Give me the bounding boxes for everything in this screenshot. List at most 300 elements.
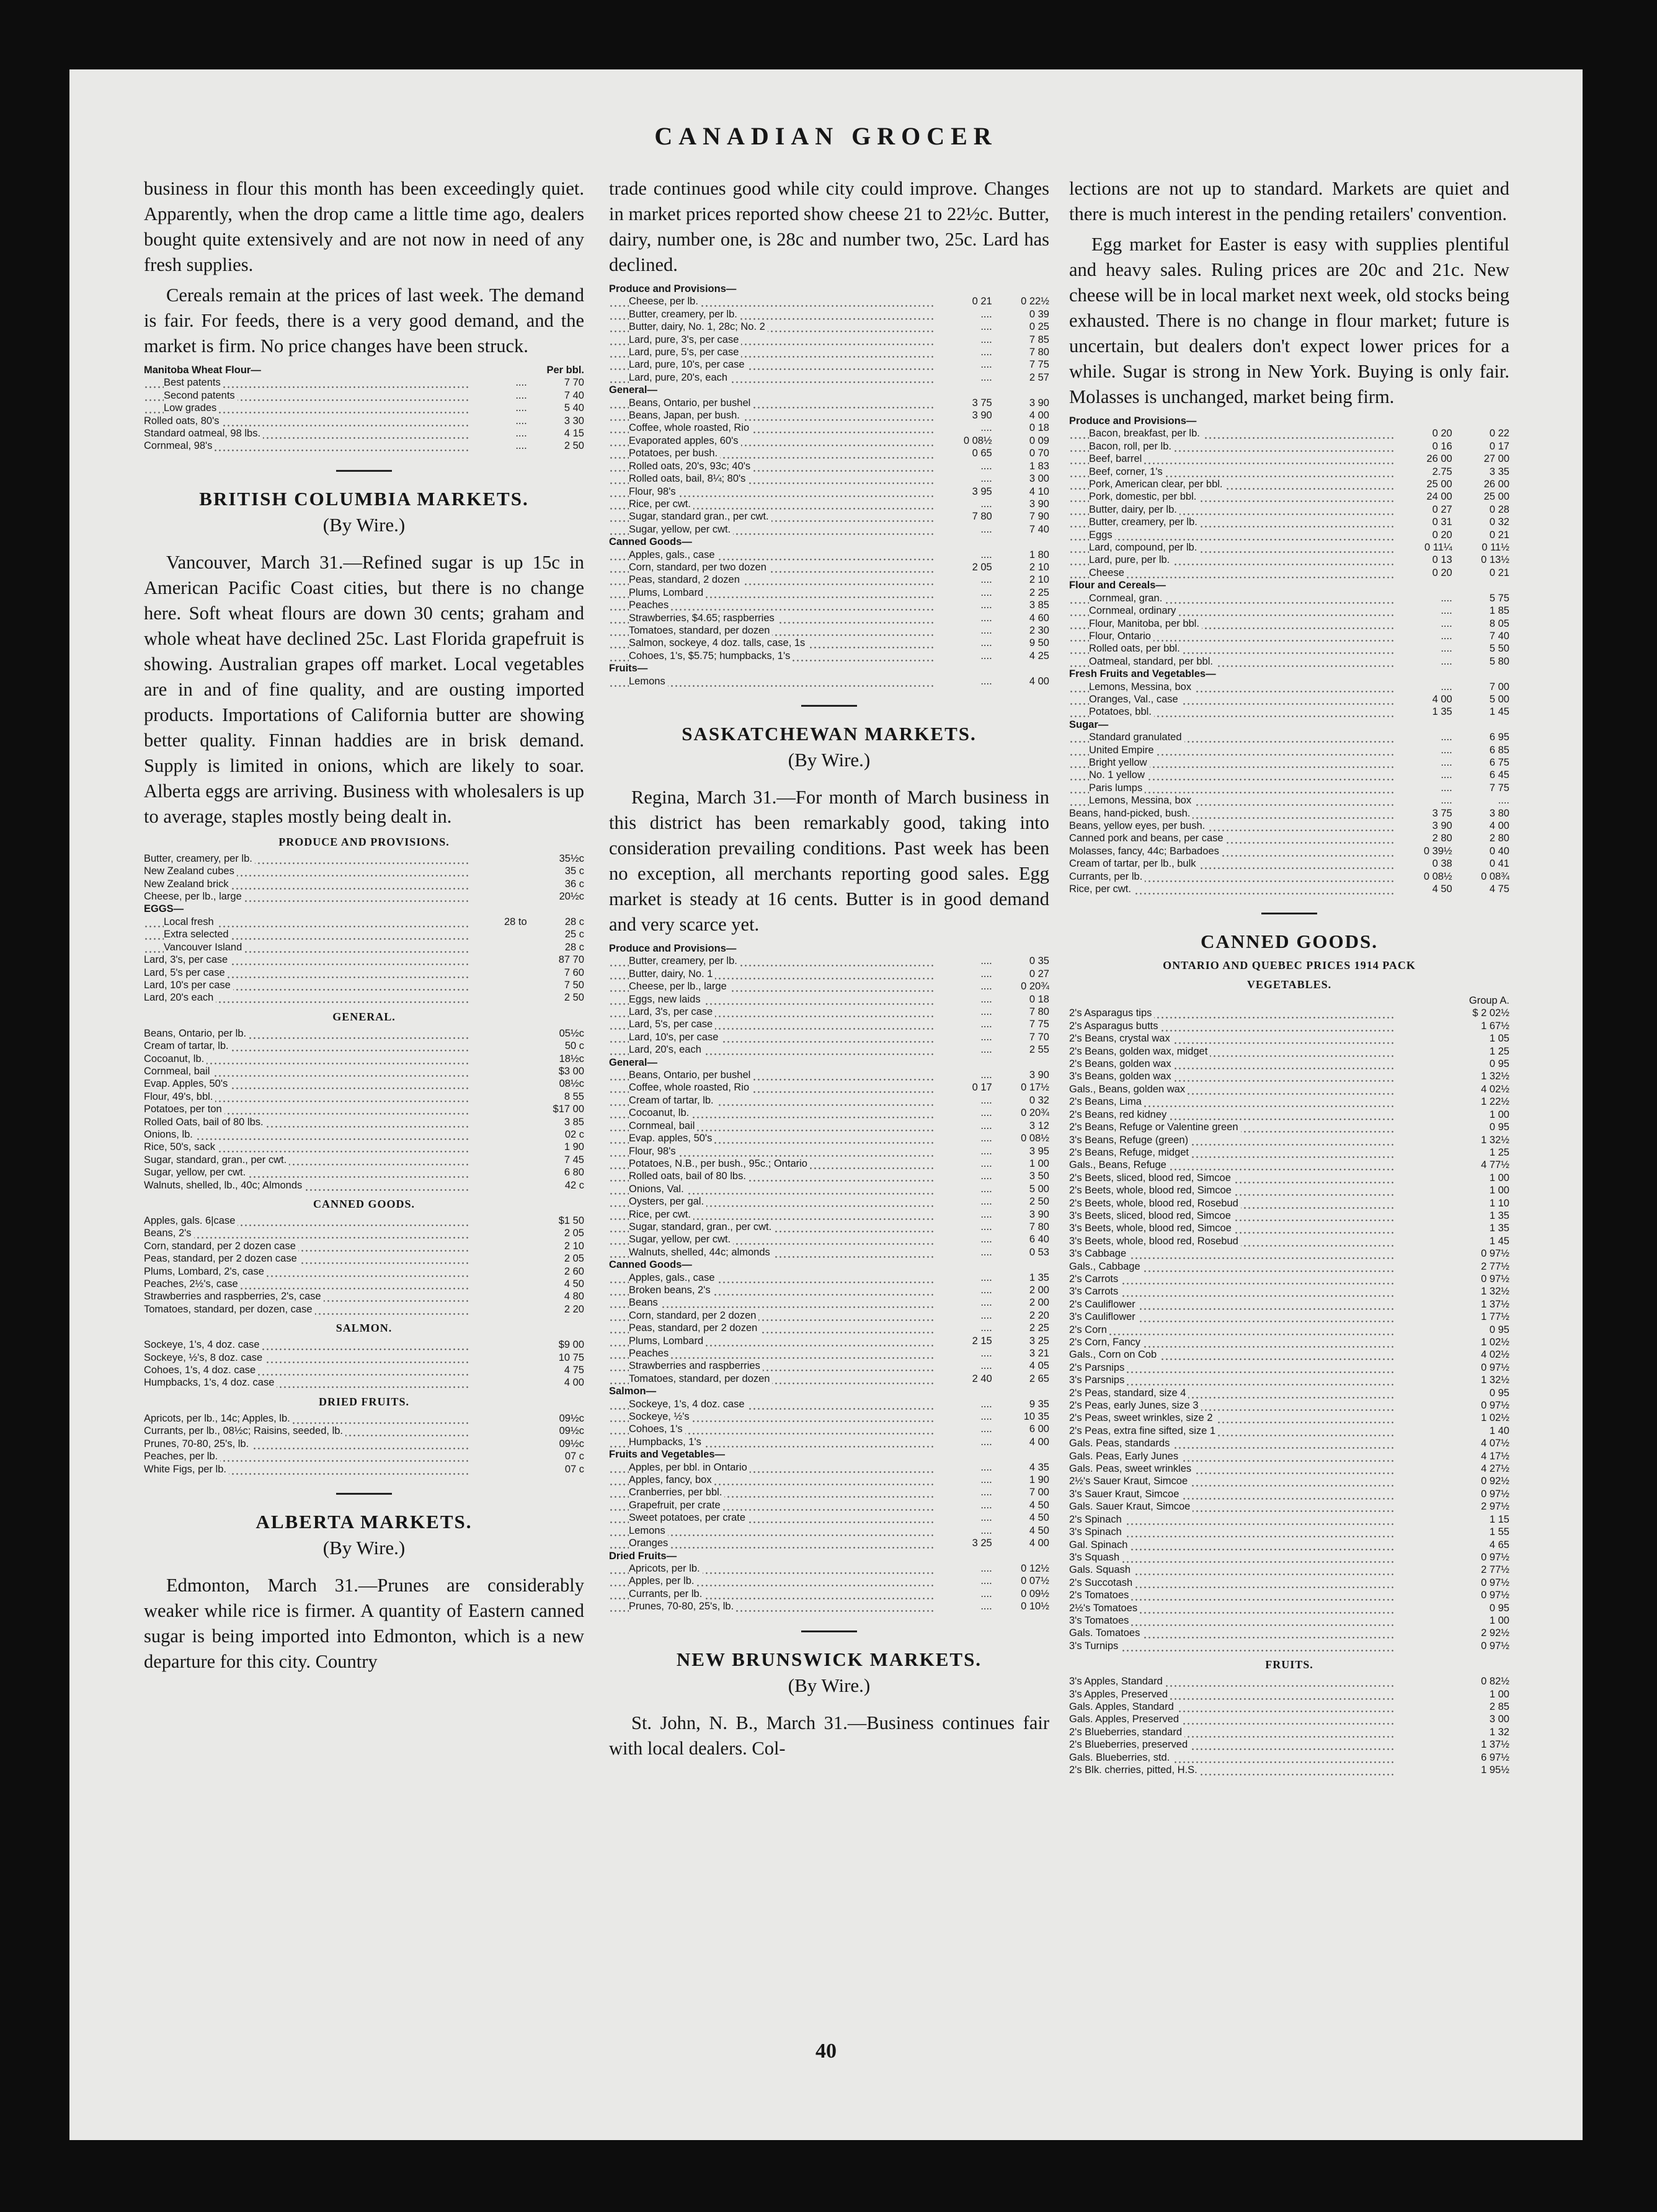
item-name: Local fresh: [164, 916, 216, 927]
table-row: [144, 1154, 584, 1166]
price-high: 6 40: [1029, 1234, 1049, 1245]
table-row: [144, 440, 584, 452]
price-low: 0 11¼: [1424, 542, 1452, 554]
item-name: Lard, pure, 20's, each: [629, 372, 730, 383]
price-low: [1395, 1361, 1452, 1374]
item-name: 2's Cauliflower: [1069, 1299, 1138, 1310]
price-low: ....: [1441, 681, 1452, 692]
price-high: 5 40: [564, 402, 584, 414]
price-high: 1 85: [1489, 605, 1509, 617]
table-row: [144, 890, 584, 903]
item-name: 2's Blueberries, preserved: [1069, 1739, 1190, 1750]
table-row: [609, 1575, 1049, 1587]
item-name: Corn, standard, per 2 dozen case: [144, 1241, 298, 1252]
item-name: Apples, gals. 6|case: [144, 1215, 238, 1226]
item-name: Tomatoes, standard, per dozen, case: [144, 1304, 315, 1315]
price-high: 0 22: [1489, 428, 1509, 440]
price-high: 4 50: [1029, 1499, 1049, 1511]
table-row: [1069, 1450, 1509, 1462]
price-low: 3 95: [972, 485, 992, 497]
price-low: ....: [980, 1436, 992, 1448]
table-row: [1069, 769, 1509, 781]
price-high: 28 c: [564, 941, 584, 953]
price-high: 4 10: [1029, 485, 1049, 497]
price-high: 0 97½: [1481, 1273, 1509, 1285]
price-low: [1395, 1764, 1452, 1776]
price-high: [1452, 415, 1509, 427]
price-high: 18½c: [559, 1053, 584, 1064]
price-low: 2 40: [972, 1373, 992, 1384]
item-name: Low grades: [164, 402, 219, 414]
item-name: Apples, fancy, box: [629, 1474, 714, 1485]
price-high: 1 90: [564, 1141, 584, 1153]
table-row: [144, 1128, 584, 1141]
table-row: [1069, 541, 1509, 554]
price-low: ....: [980, 1297, 992, 1309]
item-name: Corn, standard, per 2 dozen: [629, 1310, 758, 1321]
price-low: ....: [980, 523, 992, 535]
price-low: 0 31: [1432, 516, 1452, 528]
table-row: [609, 435, 1049, 447]
table-row: [609, 1398, 1049, 1410]
price-low: ....: [515, 428, 527, 440]
table-row: [609, 1600, 1049, 1613]
price-low: [1395, 1688, 1452, 1701]
alberta-report-text: Edmonton, March 31.—Prunes are considerably weaker while rice is firmer. A quantity of Eastern canned sugar is being imported into Edmonton, which is a new departure for this city. Country: [144, 1574, 584, 1672]
table-row: [1069, 1437, 1509, 1449]
table-row: [1069, 1513, 1509, 1526]
price-high: [992, 1259, 1049, 1271]
table-row: [609, 1145, 1049, 1157]
price-high: 2 50: [1029, 1196, 1049, 1208]
price-high: 7 75: [1489, 782, 1509, 794]
price-low: [1395, 1539, 1452, 1551]
item-name: Produce and Provisions—: [609, 283, 739, 294]
price-low: 0 17: [972, 1082, 992, 1094]
price-high: 3 30: [564, 415, 584, 427]
item-name: 3's Beets, whole, blood red, Rosebud: [1069, 1236, 1241, 1247]
table-row: [1069, 782, 1509, 794]
table-row: [1069, 1675, 1509, 1688]
item-name: Currants, per lb., 08½c; Raisins, seeded, lb.: [144, 1425, 345, 1436]
table-row: [1069, 1688, 1509, 1701]
table-section-row: [609, 536, 1049, 548]
price-low: ....: [980, 675, 992, 687]
table-row: [1069, 845, 1509, 857]
table-row: [609, 1069, 1049, 1081]
item-name: Sugar, standard, gran., per cwt.: [629, 1221, 774, 1232]
table-row: [1069, 1184, 1509, 1197]
table-row: [609, 637, 1049, 649]
price-low: [469, 865, 526, 877]
item-name: 3's Squash: [1069, 1552, 1122, 1563]
item-name: Eggs, new laids: [629, 994, 703, 1005]
price-low: ....: [980, 1499, 992, 1511]
item-name: Pork, American clear, per bbl.: [1089, 479, 1225, 490]
item-name: Vancouver Island: [164, 942, 244, 953]
table-section-row: [609, 1385, 1049, 1397]
item-name: Currants, per lb.: [629, 1588, 704, 1599]
price-high: 7 90: [1029, 511, 1049, 523]
item-name: Humpbacks, 1's: [629, 1436, 704, 1448]
item-name: Plums, Lombard: [629, 1335, 706, 1347]
item-name: Apricots, per lb.: [629, 1563, 703, 1574]
section-rule: [801, 1630, 857, 1632]
item-name: 2's Beans, golden wax, midget: [1069, 1046, 1210, 1057]
table-row: [1069, 529, 1509, 541]
price-high: 3 00: [1489, 1714, 1509, 1725]
price-low: [469, 1027, 526, 1040]
table-row: [1069, 1738, 1509, 1751]
price-low: [1395, 1146, 1452, 1159]
price-high: 0 08½: [1021, 1133, 1049, 1144]
price-low: [469, 1438, 526, 1450]
table-section-row: [609, 1056, 1049, 1069]
table-row: [609, 510, 1049, 523]
price-high: [992, 1550, 1049, 1562]
price-low: [469, 1303, 526, 1316]
item-name: Peas, standard, per 2 dozen: [629, 1322, 760, 1334]
price-low: [1395, 1399, 1452, 1412]
price-low: 2 80: [1432, 833, 1452, 844]
table-row: [1069, 1324, 1509, 1336]
price-high: 7 70: [564, 377, 584, 389]
item-name: 2's Corn, Fancy: [1069, 1337, 1143, 1348]
price-low: [935, 384, 992, 396]
price-high: 6 75: [1489, 756, 1509, 768]
item-name: Beans, Ontario, per bushel: [629, 1069, 753, 1081]
price-high: 2 05: [564, 1228, 584, 1239]
price-high: 0 82½: [1481, 1676, 1509, 1688]
section-rule: [801, 705, 857, 707]
table-row: [144, 1065, 584, 1077]
table-row: [609, 1120, 1049, 1132]
price-high: 5 80: [1489, 655, 1509, 667]
price-high: 07 c: [564, 1463, 584, 1475]
table-row: [1069, 592, 1509, 604]
table-row: [1069, 642, 1509, 655]
item-name: Lard, pure, per lb.: [1089, 554, 1172, 565]
price-low: ....: [980, 321, 992, 333]
item-name: Cornmeal, bail: [629, 1120, 697, 1131]
price-low: [469, 1227, 526, 1239]
bc-markets-heading: BRITISH COLUMBIA MARKETS.: [199, 487, 529, 510]
table-row: [609, 968, 1049, 980]
new-brunswick-report-text: St. John, N. B., March 31.—Business continues fair with local dealers. Col-: [609, 1712, 1049, 1759]
item-name: Potatoes, N.B., per bush., 95c.; Ontario: [629, 1158, 810, 1169]
table-row: [609, 358, 1049, 371]
price-low: ....: [980, 1474, 992, 1486]
table-row: [144, 1376, 584, 1389]
price-low: ....: [980, 981, 992, 993]
item-name: Flour, Ontario: [1089, 630, 1153, 642]
price-low: [1395, 1564, 1452, 1576]
price-high: 1 00: [1489, 1614, 1509, 1626]
table-row: [609, 1094, 1049, 1107]
table-row: [144, 1040, 584, 1052]
item-name: 3's Beets, whole, blood red, Simcoe: [1069, 1223, 1234, 1234]
saskatchewan-markets-heading: SASKATCHEWAN MARKETS.: [682, 723, 977, 745]
column-2: [609, 176, 1049, 1766]
item-name: Gals., Cabbage: [1069, 1261, 1143, 1272]
price-high: 7 40: [1029, 523, 1049, 535]
price-high: 3 12: [1029, 1120, 1049, 1131]
price-low: [1395, 719, 1452, 731]
table-row: [1069, 1751, 1509, 1764]
price-low: 2.75: [1432, 466, 1452, 477]
table-row: [1069, 1070, 1509, 1082]
table-row: [1069, 1589, 1509, 1601]
price-high: 2 10: [1029, 561, 1049, 573]
item-name: Gals. Apples, Preserved: [1069, 1714, 1181, 1725]
price-high: 1 32½: [1481, 1134, 1509, 1146]
table-row: [1069, 1387, 1509, 1399]
price-low: [1395, 1045, 1452, 1058]
table-row: [144, 1412, 584, 1425]
price-low: [1395, 1007, 1452, 1019]
table-row: [144, 1278, 584, 1290]
table-row: [1069, 490, 1509, 503]
item-name: Butter, creamery, per lb.: [629, 309, 740, 320]
table-row: [609, 624, 1049, 637]
item-name: Apricots, per lb., 14c; Apples, lb.: [144, 1413, 293, 1424]
table-section-row: [609, 662, 1049, 675]
price-low: [1395, 1425, 1452, 1437]
price-high: 0 12½: [1021, 1562, 1049, 1574]
table-row: [609, 1233, 1049, 1245]
item-name: Beef, corner, 1's: [1089, 466, 1165, 477]
price-low: ....: [1441, 643, 1452, 655]
price-low: [469, 1128, 526, 1141]
price-high: 2 55: [1029, 1044, 1049, 1056]
table-row: [609, 1461, 1049, 1474]
price-high: 0 92½: [1481, 1475, 1509, 1487]
price-low: [1395, 1726, 1452, 1738]
table-row: [1069, 1222, 1509, 1234]
price-low: [469, 1463, 526, 1475]
price-high: 0 17½: [1021, 1082, 1049, 1094]
price-low: 0 20: [1432, 428, 1452, 440]
price-low: ....: [980, 968, 992, 980]
col1-intro-2: Cereals remain at the prices of last week. The demand is fair. For feeds, there is a very good demand, and the market is firm. No price changes have been struck.: [144, 285, 584, 356]
flour-table-header: Manitoba Wheat Flour— Per bbl.: [144, 365, 584, 376]
table-row: [144, 1091, 584, 1103]
item-name: Rolled oats, bail, 8¼; 80's: [629, 473, 748, 484]
table-row: [144, 1438, 584, 1450]
item-name: 2½'s Tomatoes: [1069, 1603, 1140, 1614]
price-high: 6 00: [1029, 1423, 1049, 1435]
price-low: ....: [980, 1006, 992, 1018]
table-row: [144, 916, 584, 928]
price-low: [1395, 1450, 1452, 1462]
table-row: [1069, 794, 1509, 807]
table-row: [1069, 1032, 1509, 1045]
price-high: 50 c: [564, 1040, 584, 1052]
item-name: Peas, standard, 2 dozen: [629, 574, 742, 585]
table-row: [1069, 1020, 1509, 1032]
table-row: [144, 1252, 584, 1265]
price-high: $17 00: [553, 1104, 584, 1115]
item-name: 3's Apples, Standard: [1069, 1676, 1165, 1687]
price-high: 1 90: [1029, 1474, 1049, 1486]
price-high: [1452, 719, 1509, 731]
price-low: [469, 1141, 526, 1153]
table-row: [144, 1027, 584, 1040]
price-low: ....: [980, 422, 992, 434]
price-low: 28 to: [504, 916, 527, 927]
price-low: ....: [980, 1588, 992, 1599]
price-low: [469, 1091, 526, 1103]
table-row: [1069, 1260, 1509, 1273]
price-section-table: [144, 1214, 584, 1316]
price-high: 2 05: [564, 1253, 584, 1265]
price-high: 1 35: [1489, 1210, 1509, 1221]
item-name: Extra selected: [164, 929, 231, 940]
price-low: [935, 662, 992, 675]
price-low: [469, 1077, 526, 1090]
item-name: 3's Beans, Refuge (green): [1069, 1135, 1191, 1146]
price-low: [1395, 1751, 1452, 1764]
price-low: 0 39½: [1423, 845, 1452, 857]
table-row: [1069, 706, 1509, 718]
bc-report-text: Vancouver, March 31.—Refined sugar is up 15c in American Pacific Coast cities, but there is no change here. Soft wheat flours are down 30 cents; graham and whole wheat have declined 25c. Last Florida grapefruit is showing. Australian grapes off market. Local vegetables are in and of fine quality, and are ousting imported products. Importations of California butter are showing better quality. Finnan haddies are in brisk demand. Supply is limited in onions, which are likely to soar. Alberta eggs are arriving. Business with wholesalers is up to average, staples mostly being dealt in.: [144, 551, 584, 827]
table-row: [144, 1425, 584, 1437]
vegetables-subhead: VEGETABLES.: [1246, 978, 1332, 991]
price-low: [469, 1179, 526, 1192]
table-row: [144, 1179, 584, 1192]
table-row: [144, 1053, 584, 1065]
table-row: [609, 586, 1049, 599]
table-row: [1069, 1273, 1509, 1285]
table-row: [1069, 1374, 1509, 1386]
table-row: [609, 1246, 1049, 1259]
price-high: 3 95: [1029, 1145, 1049, 1157]
price-low: [1395, 1172, 1452, 1184]
price-high: 0 95: [1489, 1387, 1509, 1399]
price-high: 10 75: [558, 1352, 584, 1363]
table-row: [1069, 567, 1509, 579]
price-high: 42 c: [564, 1179, 584, 1191]
item-name: Strawberries and raspberries, 2's, case: [144, 1291, 324, 1302]
item-name: Corn, standard, per two dozen: [629, 562, 769, 573]
price-low: 0 21: [972, 296, 992, 307]
price-low: [1395, 1032, 1452, 1045]
table-row: [144, 878, 584, 890]
price-low: [1395, 1159, 1452, 1171]
price-low: [1395, 1513, 1452, 1526]
table-row: [609, 1347, 1049, 1360]
table-row: [1069, 1627, 1509, 1639]
item-name: Evap. apples, 50's: [629, 1133, 714, 1144]
price-low: [935, 1448, 992, 1461]
table-row: [1069, 630, 1509, 642]
price-low: ....: [1441, 605, 1452, 617]
item-name: Canned pork and beans, per case: [1069, 833, 1226, 844]
price-low: [1395, 1285, 1452, 1298]
new-brunswick-markets-heading: NEW BRUNSWICK MARKETS.: [676, 1648, 982, 1670]
item-name: 3's Beets, sliced, blood red, Simcoe: [1069, 1210, 1233, 1221]
price-low: [469, 1040, 526, 1052]
price-low: [469, 1290, 526, 1303]
price-high: 09½c: [559, 1412, 584, 1424]
item-name: Rice, per cwt.: [629, 1209, 693, 1220]
price-low: ....: [980, 1183, 992, 1195]
price-high: 4 65: [1489, 1539, 1509, 1551]
table-section-row: [609, 1448, 1049, 1461]
price-high: 2 85: [1489, 1701, 1509, 1712]
price-low: 25 00: [1426, 479, 1452, 490]
table-row: [1069, 756, 1509, 769]
item-name: Rolled Oats, bail of 80 lbs.: [144, 1117, 266, 1128]
price-high: 7 40: [564, 389, 584, 401]
price-low: ....: [980, 1562, 992, 1574]
price-low: ....: [515, 440, 527, 452]
price-high: 2 30: [1029, 624, 1049, 636]
price-low: [1395, 1058, 1452, 1070]
price-high: 1 40: [1489, 1425, 1509, 1436]
price-high: 4 75: [1489, 883, 1509, 895]
table-row: [1069, 1551, 1509, 1564]
table-row: [609, 1309, 1049, 1322]
item-name: Canned Goods—: [609, 1259, 695, 1270]
price-low: [1395, 1701, 1452, 1713]
table-row: [144, 1303, 584, 1316]
table-row: [609, 1322, 1049, 1334]
price-high: 6 97½: [1481, 1751, 1509, 1763]
item-name: Beans, 2's: [144, 1228, 194, 1239]
item-name: Grapefruit, per crate: [629, 1500, 723, 1511]
price-high: 9 50: [1029, 637, 1049, 649]
item-name: Sugar, standard gran., per cwt.: [629, 511, 771, 522]
table-row: [1069, 1564, 1509, 1576]
price-low: 4 00: [1432, 693, 1452, 705]
item-name: Strawberries and raspberries: [629, 1360, 763, 1371]
price-high: 4 00: [1029, 675, 1049, 687]
saskatchewan-report-text: Regina, March 31.—For month of March business in this district has been remarkably good, taking into consideration prevailing conditions. Past week has been no exception, all merchants reporting good sales. Egg market is steady at 16 cents. Butter is in good demand and very scarce yet.: [609, 787, 1049, 935]
col1-intro-1: business in flour this month has been exceedingly quiet. Apparently, when the drop came a little time ago, dealers bought quite extensively and are not now in need of any fresh supplies.: [144, 178, 584, 275]
table-section-row: [609, 1259, 1049, 1271]
price-high: $9 00: [558, 1339, 584, 1351]
price-low: ....: [980, 1133, 992, 1144]
price-high: 9 35: [1029, 1398, 1049, 1410]
table-row: [609, 1562, 1049, 1575]
col2-intro: trade continues good while city could improve. Changes in market prices reported show cheese 21 to 22½c. Butter, dairy, number one, is 28c and number two, 25c. Lard has declined.: [609, 178, 1049, 275]
item-name: Lard, 10's, per case: [629, 1032, 721, 1043]
table-section-row: [609, 384, 1049, 396]
price-low: [469, 1252, 526, 1265]
table-row: [144, 1141, 584, 1153]
item-name: Produce and Provisions—: [1069, 415, 1199, 427]
item-name: Oatmeal, standard, per bbl.: [1089, 656, 1215, 667]
price-low: 2 15: [972, 1335, 992, 1347]
price-high: 4 60: [1029, 612, 1049, 624]
price-high: 0 09½: [1021, 1588, 1049, 1599]
price-high: 0 95: [1489, 1058, 1509, 1070]
price-high: 1 37½: [1481, 1298, 1509, 1310]
item-name: Potatoes, per ton: [144, 1104, 224, 1115]
item-name: Cornmeal, 98's: [144, 440, 215, 451]
price-high: 0 40: [1489, 845, 1509, 857]
item-name: 3's Beans, golden wax: [1069, 1071, 1174, 1082]
price-low: [469, 1278, 526, 1290]
price-low: [1395, 1184, 1452, 1197]
item-name: Tomatoes, standard, per dozen: [629, 625, 772, 636]
price-high: 2 97½: [1481, 1501, 1509, 1513]
price-low: ....: [980, 1145, 992, 1157]
table-row: [609, 1537, 1049, 1549]
table-row: [144, 991, 584, 1004]
page-number: 40: [815, 2040, 837, 2063]
